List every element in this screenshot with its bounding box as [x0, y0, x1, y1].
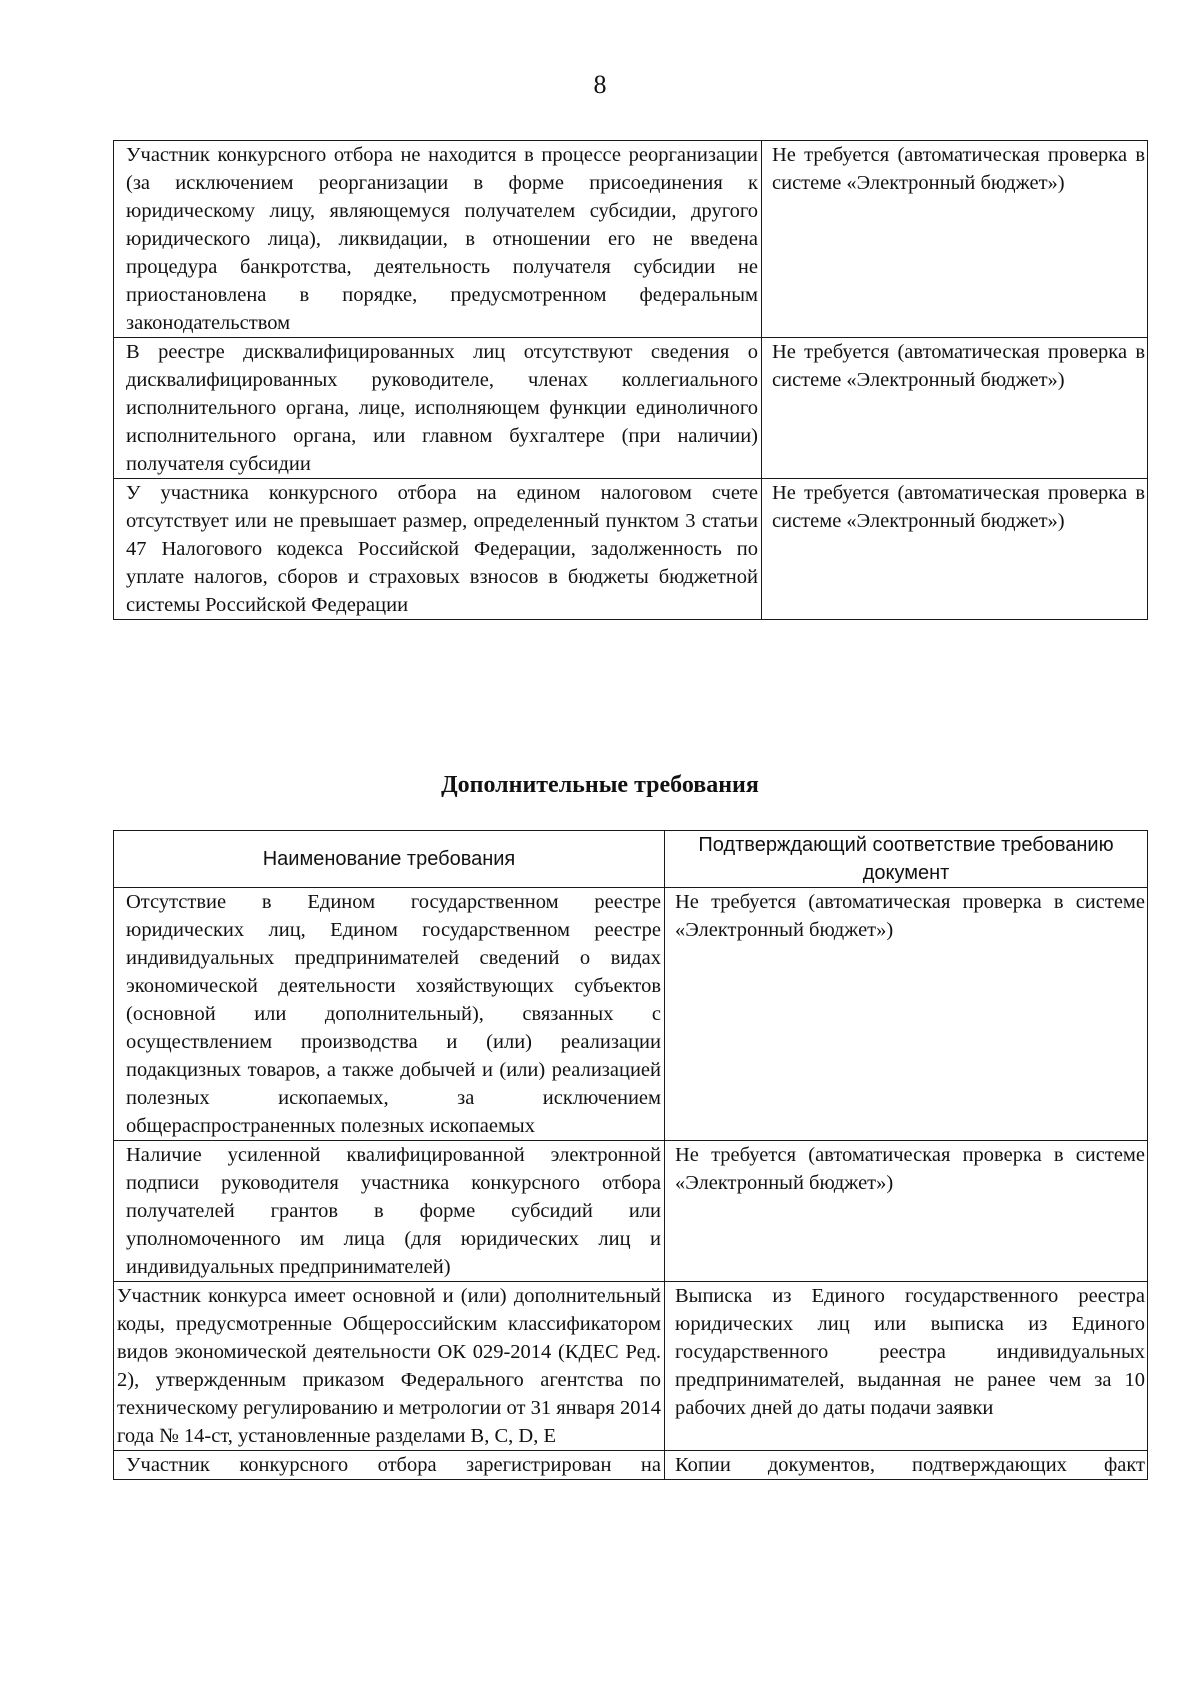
column-header-document: Подтверждающий соответствие требованию документ	[665, 831, 1148, 888]
requirement-cell: Отсутствие в Едином государственном реестре юридических лиц, Едином государственном реестре индивидуальных предпринимателей сведений о видах экономической деятельности хозяйствующих субъектов (основной или дополнительный), связанных с осуществлением производства и (или) реализации подакцизных товаров, а также добычей и (или) реализацией полезных ископаемых, за исключением общераспространенных полезных ископаемых	[114, 888, 665, 1141]
table-header-row	[114, 831, 1148, 888]
document-cell: Не требуется (автоматическая проверка в системе «Электронный бюджет»)	[665, 1141, 1148, 1282]
table-row	[114, 1451, 1148, 1480]
table-row	[114, 1282, 1148, 1451]
document-cell: Не требуется (автоматическая проверка в системе «Электронный бюджет»)	[762, 479, 1148, 620]
requirement-cell: В реестре дисквалифицированных лиц отсутствуют сведения о дисквалифицированных руководителе, членах коллегиального исполнительного органа, лице, исполняющем функции единоличного исполнительного органа, или главном бухгалтере (при наличии) получателя субсидии	[114, 338, 762, 479]
table-row	[114, 479, 1148, 620]
requirement-cell: Наличие усиленной квалифицированной электронной подписи руководителя участника конкурсного отбора получателей грантов в форме субсидий или уполномоченного им лица (для юридических лиц и индивидуальных предпринимателей)	[114, 1141, 665, 1282]
requirement-cell: У участника конкурсного отбора на едином налоговом счете отсутствует или не превышает размер, определенный пунктом 3 статьи 47 Налогового кодекса Российской Федерации, задолженность по уплате налогов, сборов и страховых взносов в бюджеты бюджетной системы Российской Федерации	[114, 479, 762, 620]
requirement-cell: Участник конкурса имеет основной и (или) дополнительный коды, предусмотренные Общероссийским классификатором видов экономической деятельности ОК 029-2014 (КДЕС Ред. 2), утвержденным приказом Федерального агентства по техническому регулированию и метрологии от 31 января 2014 года № 14-ст, установленные разделами B, C, D, E	[114, 1282, 665, 1451]
document-cell	[665, 1451, 1148, 1480]
column-header-requirement: Наименование требования	[114, 831, 665, 888]
requirement-cell	[114, 1451, 665, 1480]
document-cell: Не требуется (автоматическая проверка в системе «Электронный бюджет»)	[762, 338, 1148, 479]
requirement-cell: Участник конкурсного отбора не находится в процессе реорганизации (за исключением реорганизации в форме присоединения к юридическому лицу, являющемуся получателем субсидии, другого юридического лица), ликвидации, в отношении его не введена процедура банкротства, деятельность получателя субсидии не приостановлена в порядке, предусмотренном федеральным законодательством	[114, 141, 762, 338]
document-cell: Не требуется (автоматическая проверка в системе «Электронный бюджет»)	[665, 888, 1148, 1141]
table-row	[114, 338, 1148, 479]
table-row	[114, 1141, 1148, 1282]
document-cell: Выписка из Единого государственного реестра юридических лиц или выписка из Единого государственного реестра индивидуальных предпринимателей, выданная не ранее чем за 10 рабочих дней до даты подачи заявки	[665, 1282, 1148, 1451]
document-text: Копии документов, подтверждающих факт	[675, 1454, 1145, 1476]
table-row	[114, 888, 1148, 1141]
section-title: Дополнительные требования	[441, 772, 759, 798]
additional-requirements-table	[113, 830, 1148, 1480]
page-number: 8	[593, 70, 607, 99]
document-cell: Не требуется (автоматическая проверка в системе «Электронный бюджет»)	[762, 141, 1148, 338]
table-row	[114, 141, 1148, 338]
requirement-text: Участник конкурсного отбора зарегистрирован на	[126, 1454, 661, 1476]
requirements-table	[113, 140, 1148, 620]
